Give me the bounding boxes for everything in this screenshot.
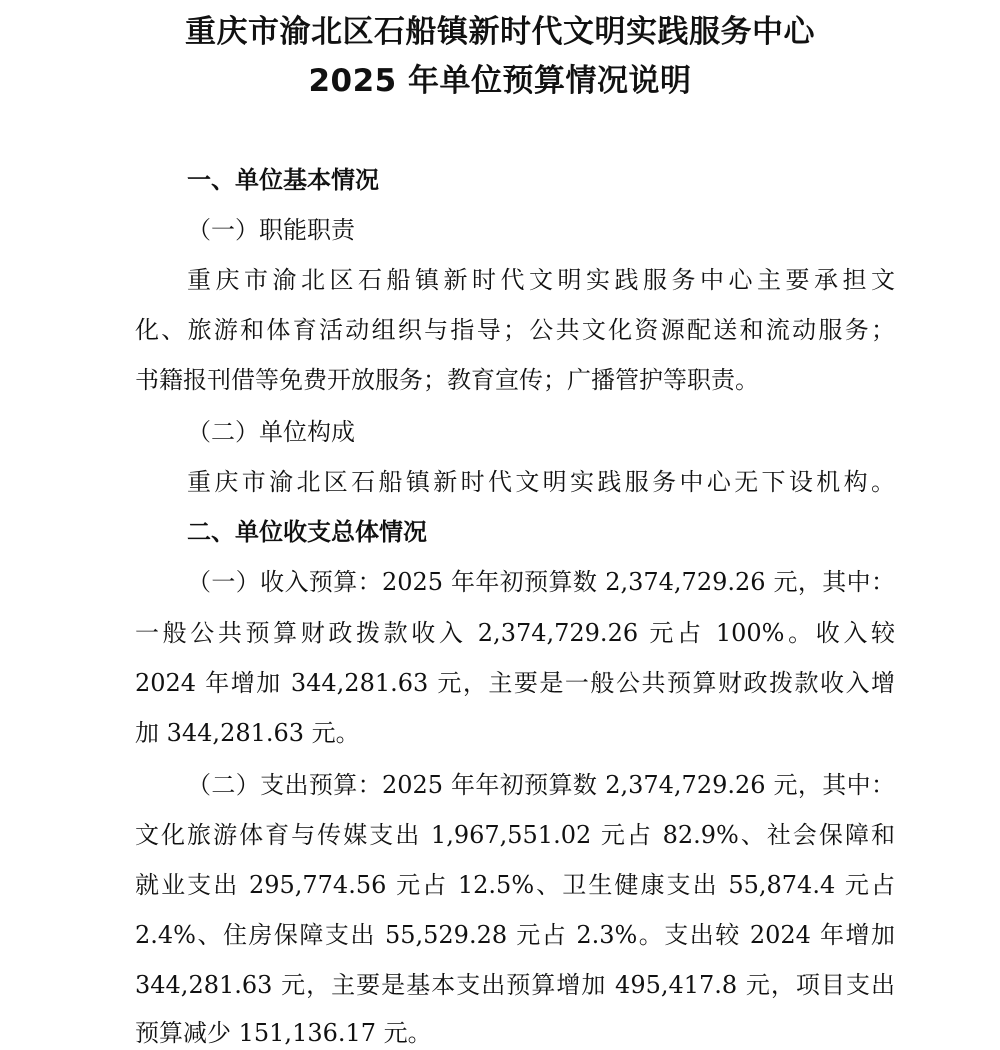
document-title-line-1: 重庆市渝北区石船镇新时代文明实践服务中心 — [185, 14, 815, 50]
income-budget-paragraph-line: （一）收入预算：2025 年年初预算数 2,374,729.26 元，其中： — [187, 568, 895, 596]
section-1-1-paragraph-line: 化、旅游和体育活动组织与指导；公共文化资源配送和流动服务； — [135, 316, 895, 344]
income-budget-paragraph-line: 一般公共预算财政拨款收入 2,374,729.26 元占 100%。收入较 — [135, 619, 895, 647]
section-1-1-heading: （一）职能职责 — [187, 216, 355, 244]
expenditure-budget-paragraph-line: 文化旅游体育与传媒支出 1,967,551.02 元占 82.9%、社会保障和 — [135, 821, 895, 849]
expenditure-budget-paragraph-line: （二）支出预算：2025 年年初预算数 2,374,729.26 元，其中： — [187, 771, 895, 799]
section-1-1-paragraph-line: 重庆市渝北区石船镇新时代文明实践服务中心主要承担文 — [187, 266, 895, 294]
expenditure-budget-paragraph-line: 就业支出 295,774.56 元占 12.5%、卫生健康支出 55,874.4 元占 — [135, 871, 895, 899]
expenditure-budget-paragraph-line: 344,281.63 元，主要是基本支出预算增加 495,417.8 元，项目支出 — [135, 971, 895, 999]
section-1-2-heading: （二）单位构成 — [187, 418, 355, 446]
section-1-1-paragraph-line: 书籍报刊借等免费开放服务；教育宣传；广播管护等职责。 — [135, 366, 759, 394]
expenditure-budget-paragraph-line: 2.4%、住房保障支出 55,529.28 元占 2.3%。支出较 2024 年增加 — [135, 921, 895, 949]
expenditure-budget-paragraph-line: 预算减少 151,136.17 元。 — [135, 1019, 432, 1047]
section-2-heading: 二、单位收支总体情况 — [187, 518, 427, 546]
section-1-2-paragraph-line: 重庆市渝北区石船镇新时代文明实践服务中心无下设机构。 — [187, 468, 895, 496]
income-budget-paragraph-line: 加 344,281.63 元。 — [135, 719, 360, 747]
income-budget-paragraph-line: 2024 年增加 344,281.63 元，主要是一般公共预算财政拨款收入增 — [135, 669, 895, 697]
document-title-line-2: 2025 年单位预算情况说明 — [308, 63, 692, 99]
section-1-heading: 一、单位基本情况 — [187, 166, 379, 194]
